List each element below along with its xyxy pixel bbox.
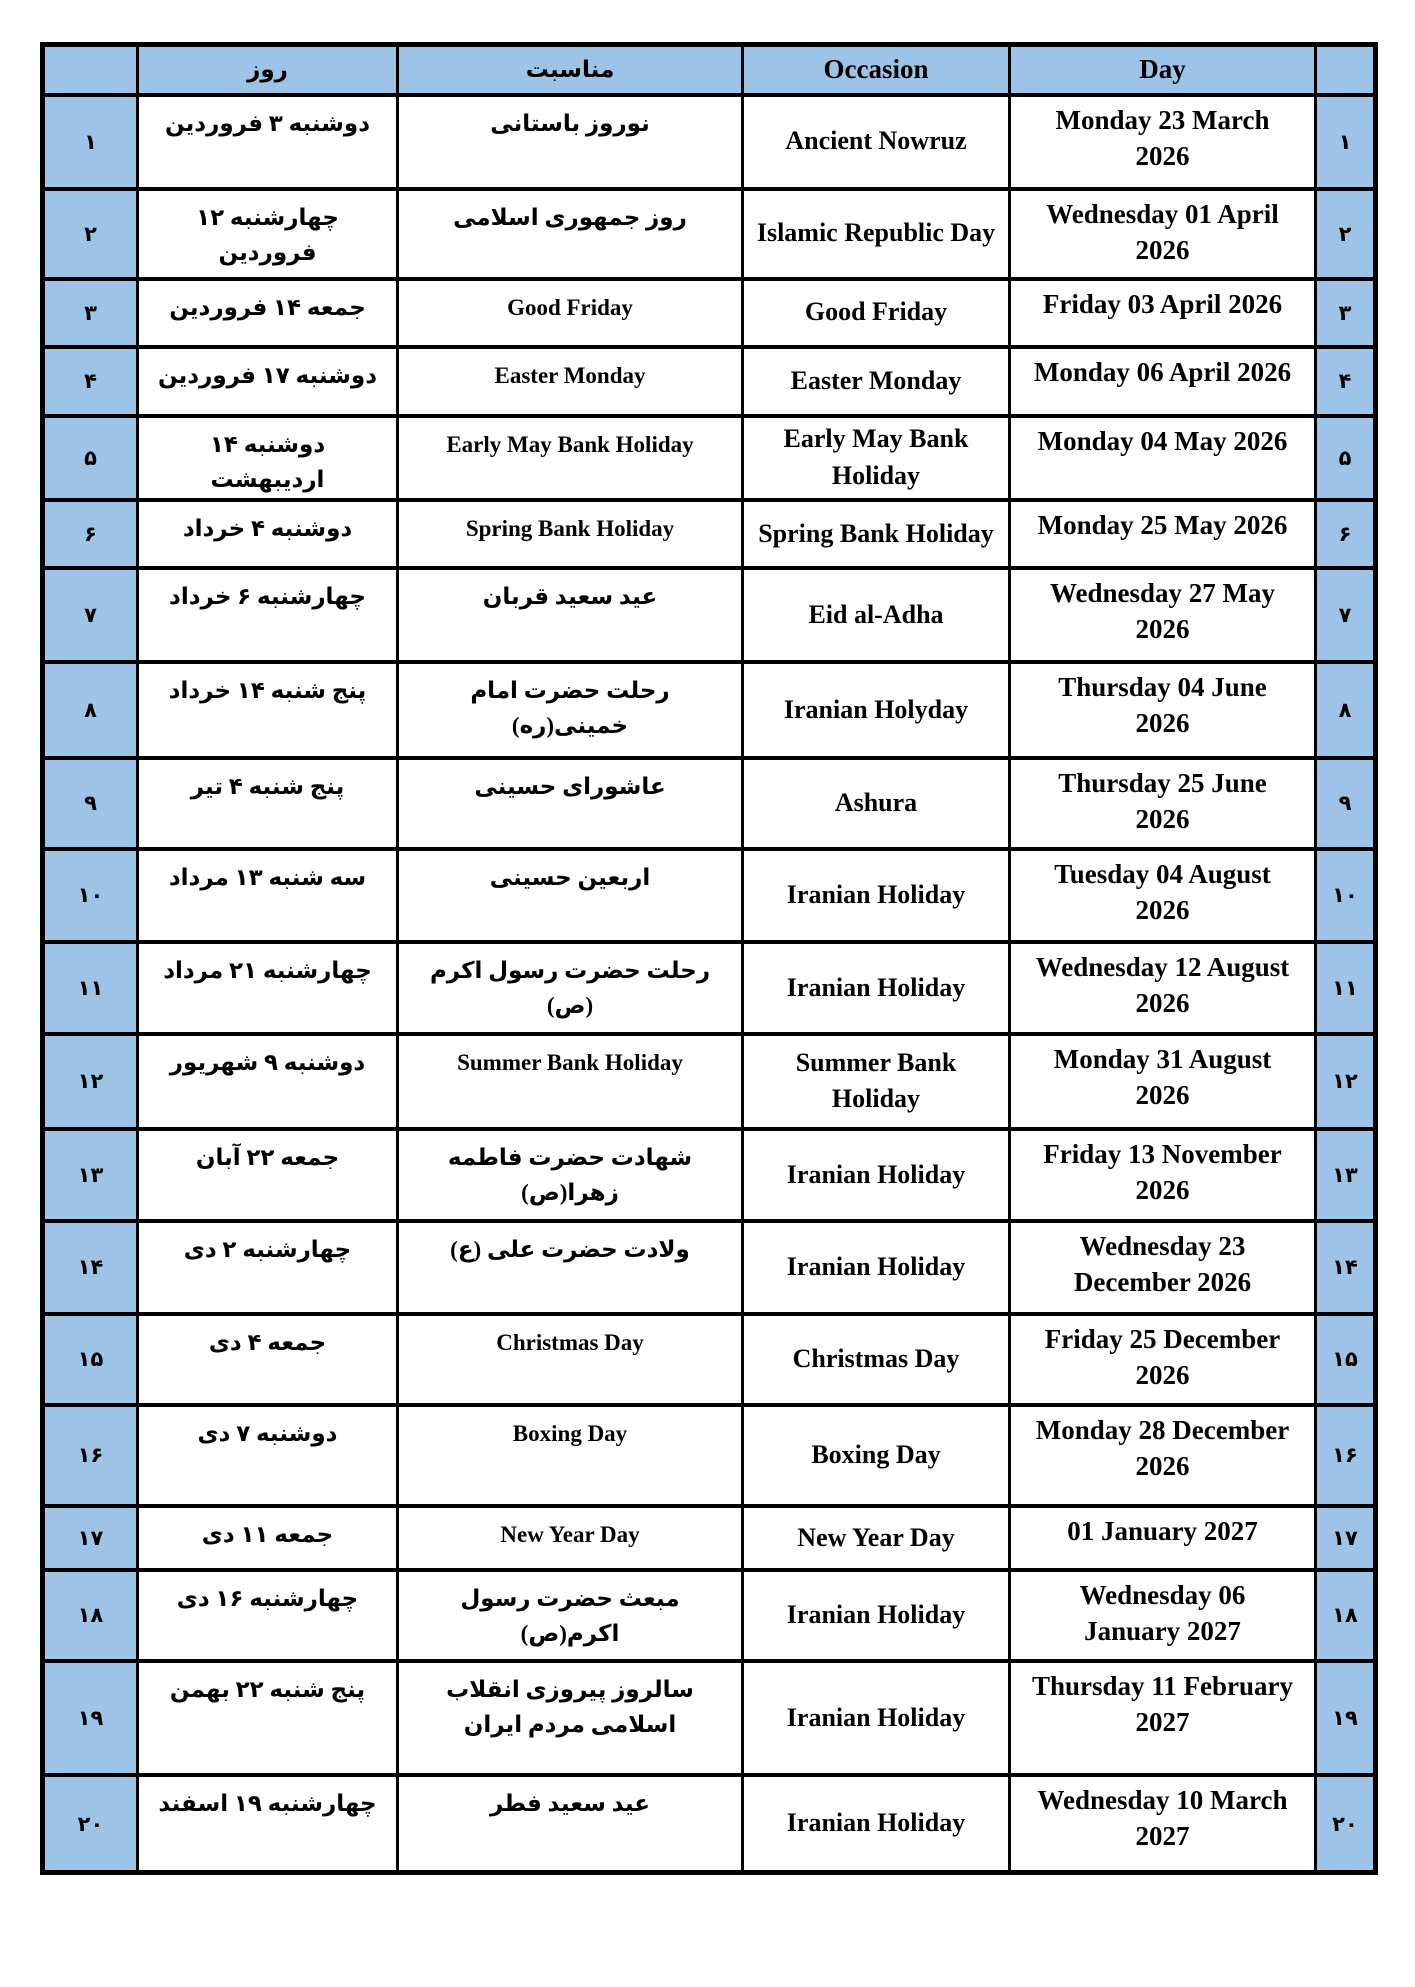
table-row	[43, 849, 1376, 942]
table-row	[43, 662, 1376, 758]
table-row	[43, 1034, 1376, 1129]
persian-occasion-cell: مبعث حضرت رسول اکرم(ص)	[398, 1570, 743, 1661]
occasion-cell: Iranian Holyday	[743, 662, 1010, 758]
persian-day-cell: پنج شنبه ۲۲ بهمن	[138, 1661, 398, 1775]
row-number-left: ۲۰	[43, 1775, 138, 1873]
persian-day-cell: جمعه ۲۲ آبان	[138, 1129, 398, 1221]
row-number-right: ۱۶	[1316, 1405, 1376, 1506]
row-number-right: ۱۵	[1316, 1314, 1376, 1405]
persian-day-cell: چهارشنبه ۱۹ اسفند	[138, 1775, 398, 1873]
row-number-right: ۲	[1316, 189, 1376, 279]
persian-occasion-cell: روز جمهوری اسلامی	[398, 189, 743, 279]
occasion-cell: Iranian Holiday	[743, 849, 1010, 942]
row-number-right: ۱۳	[1316, 1129, 1376, 1221]
persian-occasion-cell: Summer Bank Holiday	[398, 1034, 743, 1129]
persian-occasion-cell: ولادت حضرت علی (ع)	[398, 1221, 743, 1314]
table-row	[43, 95, 1376, 189]
row-number-left: ۲	[43, 189, 138, 279]
table-header	[43, 45, 1376, 95]
persian-day-cell: دوشنبه ۱۷ فروردین	[138, 347, 398, 416]
row-number-left: ۱۶	[43, 1405, 138, 1506]
row-number-right: ۱	[1316, 95, 1376, 189]
holiday-table	[40, 42, 1378, 1875]
date-cell: 01 January 2027	[1010, 1506, 1316, 1570]
persian-occasion-cell: Christmas Day	[398, 1314, 743, 1405]
persian-day-cell: چهارشنبه ۱۲ فروردین	[138, 189, 398, 279]
row-number-right: ۱۸	[1316, 1570, 1376, 1661]
row-number-left: ۷	[43, 568, 138, 662]
occasion-cell: Early May Bank Holiday	[743, 416, 1010, 500]
occasion-cell: Islamic Republic Day	[743, 189, 1010, 279]
row-number-right: ۱۰	[1316, 849, 1376, 942]
row-number-right: ۱۲	[1316, 1034, 1376, 1129]
date-cell: Thursday 25 June 2026	[1010, 758, 1316, 849]
occasion-cell: Good Friday	[743, 279, 1010, 347]
table-row	[43, 758, 1376, 849]
persian-occasion-cell: شهادت حضرت فاطمه زهرا(ص)	[398, 1129, 743, 1221]
row-number-left: ۱۸	[43, 1570, 138, 1661]
persian-occasion-cell: رحلت حضرت امام خمینی(ره)	[398, 662, 743, 758]
row-number-left: ۱۴	[43, 1221, 138, 1314]
date-cell: Wednesday 10 March 2027	[1010, 1775, 1316, 1873]
table-row	[43, 1129, 1376, 1221]
occasion-cell: Iranian Holiday	[743, 1221, 1010, 1314]
persian-day-cell: پنج شنبه ۴ تیر	[138, 758, 398, 849]
date-cell: Monday 23 March 2026	[1010, 95, 1316, 189]
row-number-left: ۴	[43, 347, 138, 416]
persian-day-cell: چهارشنبه ۲۱ مرداد	[138, 942, 398, 1034]
table-body	[43, 95, 1376, 1873]
date-cell: Thursday 04 June 2026	[1010, 662, 1316, 758]
row-number-right: ۷	[1316, 568, 1376, 662]
occasion-cell: Spring Bank Holiday	[743, 500, 1010, 568]
persian-day-cell: جمعه ۴ دی	[138, 1314, 398, 1405]
occasion-cell: Boxing Day	[743, 1405, 1010, 1506]
table-row	[43, 1506, 1376, 1570]
row-number-left: ۱۵	[43, 1314, 138, 1405]
occasion-cell: Iranian Holiday	[743, 1570, 1010, 1661]
row-number-left: ۱۲	[43, 1034, 138, 1129]
row-number-right: ۸	[1316, 662, 1376, 758]
persian-occasion-cell: اربعین حسینی	[398, 849, 743, 942]
persian-day-cell: پنج شنبه ۱۴ خرداد	[138, 662, 398, 758]
date-cell: Friday 13 November 2026	[1010, 1129, 1316, 1221]
persian-occasion-cell: عید سعید فطر	[398, 1775, 743, 1873]
table-row	[43, 1661, 1376, 1775]
persian-occasion-cell: New Year Day	[398, 1506, 743, 1570]
row-number-right: ۱۴	[1316, 1221, 1376, 1314]
occasion-cell: Iranian Holiday	[743, 942, 1010, 1034]
persian-day-cell: سه شنبه ۱۳ مرداد	[138, 849, 398, 942]
occasion-cell: Eid al-Adha	[743, 568, 1010, 662]
persian-day-cell: جمعه ۱۴ فروردین	[138, 279, 398, 347]
occasion-cell: Summer Bank Holiday	[743, 1034, 1010, 1129]
table-row	[43, 1570, 1376, 1661]
table-row	[43, 189, 1376, 279]
header-day-fa: روز	[138, 45, 398, 95]
row-number-right: ۵	[1316, 416, 1376, 500]
table-row	[43, 416, 1376, 500]
date-cell: Monday 31 August 2026	[1010, 1034, 1316, 1129]
header-row	[43, 45, 1376, 95]
date-cell: Wednesday 27 May 2026	[1010, 568, 1316, 662]
row-number-left: ۶	[43, 500, 138, 568]
date-cell: Wednesday 12 August 2026	[1010, 942, 1316, 1034]
header-occasion-en: Occasion	[743, 45, 1010, 95]
date-cell: Friday 25 December 2026	[1010, 1314, 1316, 1405]
header-day-en: Day	[1010, 45, 1316, 95]
occasion-cell: Iranian Holiday	[743, 1661, 1010, 1775]
row-number-left: ۱۰	[43, 849, 138, 942]
persian-day-cell: دوشنبه ۹ شهریور	[138, 1034, 398, 1129]
row-number-left: ۳	[43, 279, 138, 347]
table-row	[43, 1221, 1376, 1314]
row-number-left: ۵	[43, 416, 138, 500]
table-row	[43, 568, 1376, 662]
persian-day-cell: دوشنبه ۷ دی	[138, 1405, 398, 1506]
persian-occasion-cell: Early May Bank Holiday	[398, 416, 743, 500]
persian-day-cell: دوشنبه ۱۴ اردیبهشت	[138, 416, 398, 500]
persian-occasion-cell: عید سعید قربان	[398, 568, 743, 662]
table-row	[43, 347, 1376, 416]
persian-occasion-cell: نوروز باستانی	[398, 95, 743, 189]
row-number-left: ۱	[43, 95, 138, 189]
persian-occasion-cell: سالروز پیروزی انقلاب اسلامی مردم ایران	[398, 1661, 743, 1775]
date-cell: Monday 28 December 2026	[1010, 1405, 1316, 1506]
date-cell: Monday 04 May 2026	[1010, 416, 1316, 500]
table-row	[43, 1314, 1376, 1405]
persian-day-cell: دوشنبه ۴ خرداد	[138, 500, 398, 568]
row-number-left: ۱۱	[43, 942, 138, 1034]
persian-day-cell: جمعه ۱۱ دی	[138, 1506, 398, 1570]
table-row	[43, 279, 1376, 347]
row-number-right: ۹	[1316, 758, 1376, 849]
occasion-cell: Ancient Nowruz	[743, 95, 1010, 189]
row-number-right: ۲۰	[1316, 1775, 1376, 1873]
table-row	[43, 942, 1376, 1034]
date-cell: Wednesday 01 April 2026	[1010, 189, 1316, 279]
persian-occasion-cell: Spring Bank Holiday	[398, 500, 743, 568]
occasion-cell: Christmas Day	[743, 1314, 1010, 1405]
header-left-number-cell	[43, 45, 138, 95]
date-cell: Thursday 11 February 2027	[1010, 1661, 1316, 1775]
date-cell: Monday 06 April 2026	[1010, 347, 1316, 416]
row-number-left: ۹	[43, 758, 138, 849]
table-row	[43, 1405, 1376, 1506]
header-right-number-cell	[1316, 45, 1376, 95]
date-cell: Friday 03 April 2026	[1010, 279, 1316, 347]
persian-day-cell: چهارشنبه ۶ خرداد	[138, 568, 398, 662]
occasion-cell: Iranian Holiday	[743, 1775, 1010, 1873]
row-number-left: ۱۹	[43, 1661, 138, 1775]
date-cell: Wednesday 06 January 2027	[1010, 1570, 1316, 1661]
occasion-cell: New Year Day	[743, 1506, 1010, 1570]
persian-occasion-cell: رحلت حضرت رسول اکرم (ص)	[398, 942, 743, 1034]
persian-occasion-cell: Boxing Day	[398, 1405, 743, 1506]
persian-occasion-cell: Good Friday	[398, 279, 743, 347]
persian-occasion-cell: Easter Monday	[398, 347, 743, 416]
persian-day-cell: چهارشنبه ۲ دی	[138, 1221, 398, 1314]
persian-day-cell: چهارشنبه ۱۶ دی	[138, 1570, 398, 1661]
persian-day-cell: دوشنبه ۳ فروردین	[138, 95, 398, 189]
row-number-right: ۳	[1316, 279, 1376, 347]
date-cell: Wednesday 23 December 2026	[1010, 1221, 1316, 1314]
persian-occasion-cell: عاشورای حسینی	[398, 758, 743, 849]
occasion-cell: Ashura	[743, 758, 1010, 849]
row-number-right: ۱۷	[1316, 1506, 1376, 1570]
row-number-right: ۴	[1316, 347, 1376, 416]
table-row	[43, 1775, 1376, 1873]
header-occasion-fa: مناسبت	[398, 45, 743, 95]
row-number-right: ۶	[1316, 500, 1376, 568]
date-cell: Monday 25 May 2026	[1010, 500, 1316, 568]
row-number-right: ۱۹	[1316, 1661, 1376, 1775]
date-cell: Tuesday 04 August 2026	[1010, 849, 1316, 942]
occasion-cell: Easter Monday	[743, 347, 1010, 416]
row-number-left: ۸	[43, 662, 138, 758]
occasion-cell: Iranian Holiday	[743, 1129, 1010, 1221]
row-number-left: ۱۳	[43, 1129, 138, 1221]
row-number-left: ۱۷	[43, 1506, 138, 1570]
table-row	[43, 500, 1376, 568]
row-number-right: ۱۱	[1316, 942, 1376, 1034]
